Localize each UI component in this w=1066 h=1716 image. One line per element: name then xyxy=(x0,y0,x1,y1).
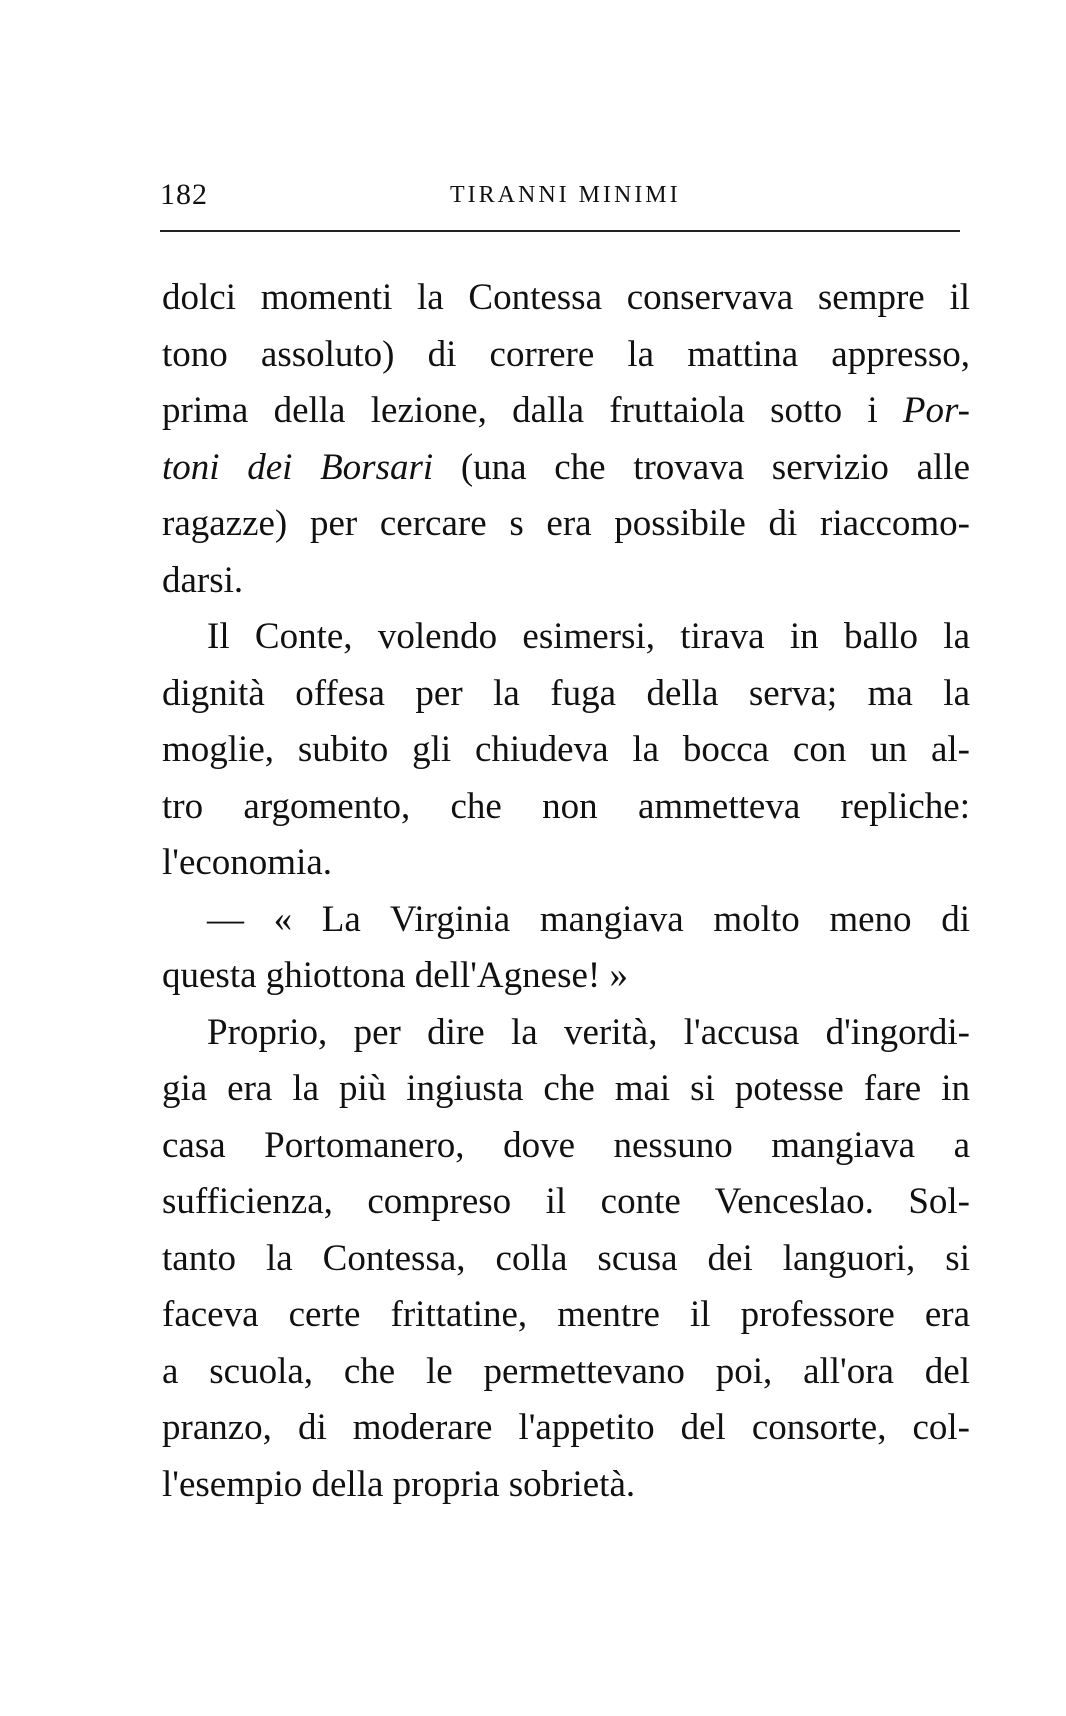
text-line: casa Portomanero, dove nessuno mangiava a xyxy=(162,1124,970,1166)
text-line: moglie, subito gli chiudeva la bocca con un al- xyxy=(162,729,970,770)
paragraph-first-line: — « La Virginia mangiava molto meno di xyxy=(207,898,970,940)
text-line: a scuola, che le permettevano poi, all'ora del xyxy=(162,1350,970,1392)
text-line: prima della lezione, dalla fruttaiola sotto i Por- xyxy=(162,390,970,431)
page-header xyxy=(160,170,960,220)
text-line: ragazze) per cercare s era possibile di riaccomo- xyxy=(162,503,970,544)
text-line: questa ghiottona dell'Agnese! » xyxy=(162,955,628,996)
running-title: TIRANNI MINIMI xyxy=(450,182,681,208)
italic-text: toni dei Borsari xyxy=(162,446,434,488)
text-line: faceva certe frittatine, mentre il professore era xyxy=(162,1294,970,1335)
text-line: dignità offesa per la fuga della serva; ma la xyxy=(162,672,970,714)
text-line: darsi. xyxy=(162,559,244,601)
text-line: l'economia. xyxy=(162,842,333,883)
text-line: tro argomento, che non ammetteva repliche: xyxy=(162,785,970,827)
text-line: toni dei Borsari (una che trovava servizio alle xyxy=(162,446,970,488)
text-line: l'esempio della propria sobrietà. xyxy=(162,1463,636,1505)
text-line: tanto la Contessa, colla scusa dei languori, si xyxy=(162,1237,970,1279)
text-line: pranzo, di moderare l'appetito del consorte, col- xyxy=(162,1407,970,1448)
body-text xyxy=(162,270,970,1513)
text-line: sufficienza, compreso il conte Venceslao. Sol- xyxy=(162,1181,970,1222)
text-line: dolci momenti la Contessa conservava sempre il xyxy=(162,277,970,318)
header-rule xyxy=(160,230,960,232)
page-number: 182 xyxy=(160,178,208,211)
paragraph-first-line: Proprio, per dire la verità, l'accusa d'ingordi- xyxy=(207,1011,970,1053)
paragraph-first-line: Il Conte, volendo esimersi, tirava in ballo la xyxy=(207,616,970,657)
italic-text: Por- xyxy=(902,390,970,431)
text-line: tono assoluto) di correre la mattina appresso, xyxy=(162,333,970,375)
text-line: gia era la più ingiusta che mai si potesse fare in xyxy=(162,1068,970,1109)
